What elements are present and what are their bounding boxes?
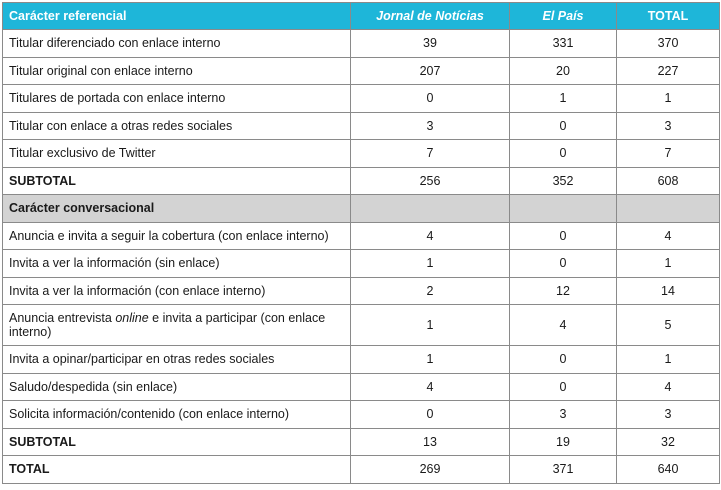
row-label: Titular original con enlace interno [3,57,351,85]
cell-el-pais: 0 [510,112,617,140]
cell-total: 3 [617,401,720,429]
table-row [3,57,720,85]
cell-el-pais: 331 [510,30,617,58]
header-row [3,3,720,30]
row-label-start: Anuncia entrevista [9,311,116,325]
table-row [3,30,720,58]
grand-total-row [3,456,720,484]
subtotal-row-conversacional [3,428,720,456]
row-label: Titular diferenciado con enlace interno [3,30,351,58]
cell-jornal: 256 [351,167,510,195]
empty-cell [351,195,510,223]
cell-jornal: 207 [351,57,510,85]
column-header-jornal: Jornal de Notícias [351,3,510,30]
cell-el-pais: 352 [510,167,617,195]
table-row [3,373,720,401]
cell-total: 227 [617,57,720,85]
table-row [3,140,720,168]
row-label: Invita a opinar/participar en otras redes sociales [3,346,351,374]
table-row [3,250,720,278]
cell-el-pais: 20 [510,57,617,85]
cell-jornal: 1 [351,250,510,278]
table-row [3,346,720,374]
cell-jornal: 39 [351,30,510,58]
cell-el-pais: 0 [510,250,617,278]
row-label: Anuncia e invita a seguir la cobertura (con enlace interno) [3,222,351,250]
cell-total: 14 [617,277,720,305]
row-label-end: e invita a participar (con enlace interno) [9,311,326,339]
cell-total: 1 [617,250,720,278]
row-label: SUBTOTAL [3,167,351,195]
data-table [2,2,720,484]
cell-jornal: 2 [351,277,510,305]
cell-el-pais: 0 [510,222,617,250]
table-row [3,305,720,346]
cell-total: 1 [617,346,720,374]
empty-cell [510,195,617,223]
cell-jornal: 4 [351,373,510,401]
row-label: Titular con enlace a otras redes sociales [3,112,351,140]
subtotal-row-referencial [3,167,720,195]
column-header-el-pais: El País [510,3,617,30]
cell-jornal: 0 [351,401,510,429]
cell-el-pais: 12 [510,277,617,305]
row-label: Saludo/despedida (sin enlace) [3,373,351,401]
cell-total: 4 [617,222,720,250]
row-label: Invita a ver la información (sin enlace) [3,250,351,278]
table-row [3,277,720,305]
cell-total: 1 [617,85,720,113]
cell-jornal: 0 [351,85,510,113]
table-row [3,112,720,140]
empty-cell [617,195,720,223]
column-header-total: TOTAL [617,3,720,30]
cell-jornal: 4 [351,222,510,250]
cell-el-pais: 0 [510,140,617,168]
row-label: Solicita información/contenido (con enlace interno) [3,401,351,429]
cell-total: 5 [617,305,720,346]
cell-jornal: 3 [351,112,510,140]
row-label: Titular exclusivo de Twitter [3,140,351,168]
row-label: TOTAL [3,456,351,484]
cell-el-pais: 371 [510,456,617,484]
row-label: Invita a ver la información (con enlace interno) [3,277,351,305]
row-label: SUBTOTAL [3,428,351,456]
section-header-row-conversacional [3,195,720,223]
cell-jornal: 13 [351,428,510,456]
table-row [3,85,720,113]
cell-el-pais: 0 [510,373,617,401]
section-header-referencial: Carácter referencial [3,3,351,30]
row-label [3,305,351,346]
cell-total: 608 [617,167,720,195]
cell-total: 32 [617,428,720,456]
cell-jornal: 7 [351,140,510,168]
table-row [3,401,720,429]
cell-total: 4 [617,373,720,401]
cell-jornal: 1 [351,305,510,346]
cell-el-pais: 1 [510,85,617,113]
cell-el-pais: 0 [510,346,617,374]
cell-el-pais: 3 [510,401,617,429]
cell-el-pais: 19 [510,428,617,456]
cell-total: 7 [617,140,720,168]
row-label: Titulares de portada con enlace interno [3,85,351,113]
cell-total: 3 [617,112,720,140]
cell-jornal: 269 [351,456,510,484]
row-label-emphasis: online [115,311,149,325]
cell-total: 370 [617,30,720,58]
cell-el-pais: 4 [510,305,617,346]
cell-jornal: 1 [351,346,510,374]
table-row [3,222,720,250]
cell-total: 640 [617,456,720,484]
section-header-conversacional: Carácter conversacional [3,195,351,223]
